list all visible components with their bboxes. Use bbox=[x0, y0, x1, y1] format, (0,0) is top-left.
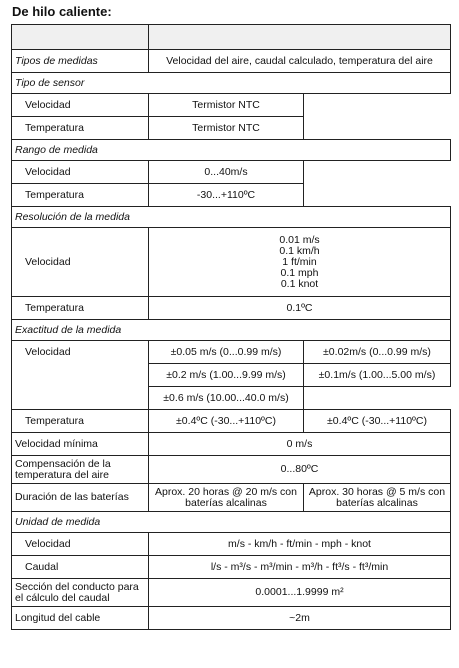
row-sensor-velocidad bbox=[12, 94, 451, 117]
section-exactitud bbox=[12, 320, 451, 341]
empty-cell bbox=[12, 387, 149, 410]
row-label: Tipos de medidas bbox=[12, 50, 149, 73]
row-value bbox=[149, 484, 304, 512]
section-rango bbox=[12, 140, 451, 161]
row-value: ±0.6 m/s (10.00...40.0 m/s) bbox=[149, 387, 304, 410]
header-cell-shaded bbox=[149, 25, 451, 50]
header-cell-empty bbox=[12, 25, 149, 50]
row-value: Termistor NTC bbox=[149, 94, 304, 117]
empty-cell bbox=[304, 184, 451, 207]
value-line: Aprox. 30 horas @ 5 m/s con bbox=[308, 485, 446, 498]
row-value: ±0.4ºC (-30...+110ºC) bbox=[304, 410, 451, 433]
section-label: Exactitud de la medida bbox=[12, 320, 451, 341]
row-exactitud-velocidad-1 bbox=[12, 341, 451, 364]
row-label: Velocidad bbox=[12, 533, 149, 556]
value-line: 0.01 m/s bbox=[279, 233, 320, 246]
empty-cell bbox=[304, 94, 451, 117]
row-label bbox=[12, 456, 149, 484]
row-exactitud-velocidad-3 bbox=[12, 387, 451, 410]
row-value: l/s - m³/s - m³/min - m³/h - ft³/s - ft³/min bbox=[149, 556, 451, 579]
row-value: 0.1ºC bbox=[149, 297, 451, 320]
row-compensacion bbox=[12, 456, 451, 484]
row-value: 0.0001...1.9999 m² bbox=[149, 579, 451, 607]
row-value: 0 m/s bbox=[149, 433, 451, 456]
empty-cell bbox=[12, 364, 149, 387]
row-label: Caudal bbox=[12, 556, 149, 579]
row-rango-temperatura bbox=[12, 184, 451, 207]
section-unidad bbox=[12, 512, 451, 533]
row-label: Temperatura bbox=[12, 410, 149, 433]
row-label: Velocidad bbox=[12, 94, 149, 117]
row-value: ±0.02m/s (0...0.99 m/s) bbox=[304, 341, 451, 364]
section-label: Tipo de sensor bbox=[12, 73, 451, 94]
row-label: Duración de las baterías bbox=[12, 484, 149, 512]
row-duracion bbox=[12, 484, 451, 512]
row-value: ~2m bbox=[149, 607, 451, 630]
spec-table bbox=[11, 24, 451, 630]
empty-cell bbox=[304, 161, 451, 184]
section-label: Resolución de la medida bbox=[12, 207, 451, 228]
row-label: Temperatura bbox=[12, 184, 149, 207]
row-value: ±0.4ºC (-30...+110ºC) bbox=[149, 410, 304, 433]
value-line: Aprox. 20 horas @ 20 m/s con bbox=[155, 485, 297, 498]
row-label bbox=[12, 579, 149, 607]
row-label: Velocidad bbox=[12, 161, 149, 184]
row-value: Termistor NTC bbox=[149, 117, 304, 140]
value-line: 0.1 km/h bbox=[279, 244, 320, 257]
row-unidad-caudal bbox=[12, 556, 451, 579]
row-value: 0...80ºC bbox=[149, 456, 451, 484]
row-unidad-velocidad bbox=[12, 533, 451, 556]
row-label: Longitud del cable bbox=[12, 607, 149, 630]
row-velocidad-minima bbox=[12, 433, 451, 456]
label-line: Compensación de la bbox=[15, 457, 111, 470]
row-label: Velocidad mínima bbox=[12, 433, 149, 456]
row-exactitud-temperatura bbox=[12, 410, 451, 433]
row-value: ±0.2 m/s (1.00...9.99 m/s) bbox=[149, 364, 304, 387]
empty-cell bbox=[304, 387, 451, 410]
row-rango-velocidad bbox=[12, 161, 451, 184]
row-seccion bbox=[12, 579, 451, 607]
value-line: 0.1 knot bbox=[280, 277, 319, 290]
row-longitud bbox=[12, 607, 451, 630]
value-line: baterías alcalinas bbox=[185, 496, 267, 509]
value-line: 0.1 mph bbox=[280, 266, 319, 279]
value-line: 1 ft/min bbox=[282, 255, 317, 268]
row-label: Temperatura bbox=[12, 297, 149, 320]
section-label: Unidad de medida bbox=[12, 512, 451, 533]
empty-cell bbox=[304, 117, 451, 140]
row-value: ±0.05 m/s (0...0.99 m/s) bbox=[149, 341, 304, 364]
row-label: Velocidad bbox=[12, 341, 149, 364]
row-resolucion-velocidad bbox=[12, 228, 451, 297]
row-exactitud-velocidad-2 bbox=[12, 364, 451, 387]
row-value: 0...40m/s bbox=[149, 161, 304, 184]
label-line: Sección del conducto para bbox=[15, 580, 139, 593]
label-line: el cálculo del caudal bbox=[15, 591, 110, 604]
section-resolucion bbox=[12, 207, 451, 228]
row-label: Temperatura bbox=[12, 117, 149, 140]
label-line: temperatura del aire bbox=[15, 468, 109, 481]
row-value: m/s - km/h - ft/min - mph - knot bbox=[149, 533, 451, 556]
section-tipo-sensor bbox=[12, 73, 451, 94]
row-value: -30...+110ºC bbox=[149, 184, 304, 207]
row-value: ±0.1m/s (1.00...5.00 m/s) bbox=[304, 364, 451, 387]
table-header-row bbox=[12, 25, 451, 50]
row-tipos-medidas bbox=[12, 50, 451, 73]
row-value-list bbox=[149, 228, 451, 297]
row-value bbox=[304, 484, 451, 512]
row-sensor-temperatura bbox=[12, 117, 451, 140]
row-resolucion-temperatura bbox=[12, 297, 451, 320]
value-line: baterías alcalinas bbox=[336, 496, 418, 509]
row-label: Velocidad bbox=[12, 228, 149, 297]
section-label: Rango de medida bbox=[12, 140, 451, 161]
page-title: De hilo caliente: bbox=[12, 4, 112, 19]
row-value: Velocidad del aire, caudal calculado, temperatura del aire bbox=[149, 50, 451, 73]
